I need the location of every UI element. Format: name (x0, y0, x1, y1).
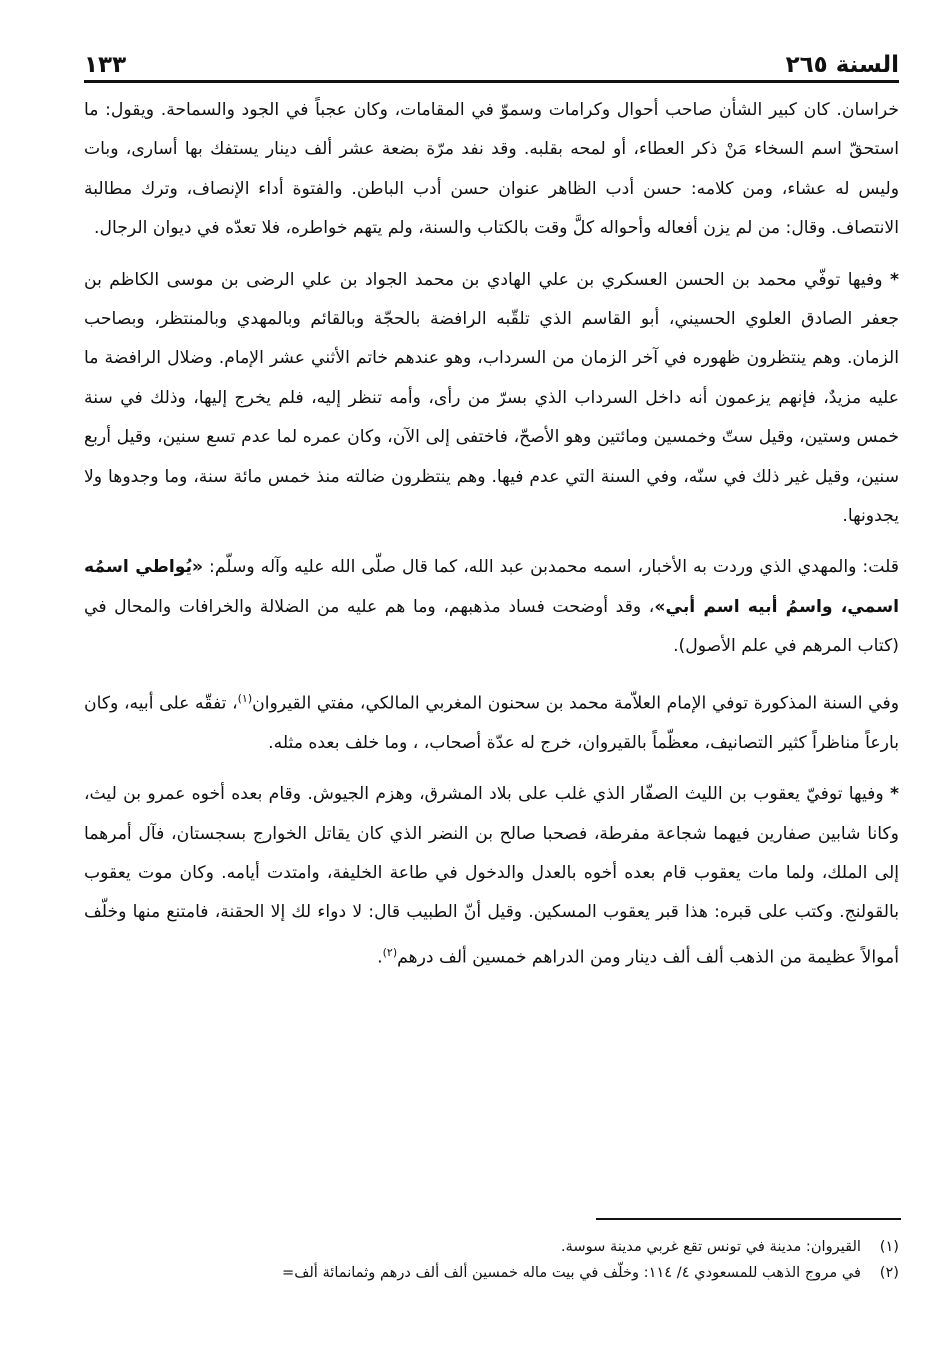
page-number: ١٣٣ (84, 52, 127, 78)
footnote-number: (٢) (879, 1264, 899, 1281)
paragraph-yaqub: * وفيها توفيّ يعقوب بن الليث الصفّار الذي غلب على بلاد المشرق، وهزم الجيوش. وقام بعده أخوه عمرو بن ليث، وكانا شابين صفارين فيهما شجاعة مفرطة، فصحبا صالح بن النضر الذي كان يقاتل الخوارج بسجستان، فآل أمرهما إلى الملك، ولما مات يعقوب قام بعده أخوه بالعدل والدخول في طاعة الخليفة، وامتدت أيامه. وكان موت يعقوب بالقولنج. وكتب على قبره: هذا قبر يعقوب المسكين. وقيل أنّ الطبيب قال: لا دواء لك إلا الحقنة، فامتنع منها وخلّف أموالاً عظيمة من الذهب ألف ألف دينار ومن الدراهم خمسين ألف درهم$^{(٢)}$. (84, 784, 899, 968)
star-marker: * (890, 269, 899, 290)
header-rule (84, 80, 899, 83)
footnote-rule (596, 1218, 901, 1220)
footnote-number: (١) (879, 1238, 899, 1255)
paragraph-mahdi-note: قلت: والمهدي الذي وردت به الأخبار، اسمه محمدبن عبد الله، كما قال صلّى الله عليه وآله وسلّم: «يُواطي اسمُه اسمي، واسمُ أبيه اسم أبي»، وقد أوضحت فساد مذهبهم، وما هم عليه من الضلالة والخرافات والمحال في (كتاب المرهم في علم الأصول). (84, 557, 899, 657)
footnote-ref-2: (٢) (382, 945, 398, 959)
page-header (84, 38, 899, 78)
star-marker: * (890, 784, 899, 805)
footnote-1 (84, 1234, 899, 1260)
footnote-text: القيروان: مدينة في تونس تقع غربي مدينة سوسة. (560, 1238, 861, 1255)
footnotes (84, 1234, 899, 1286)
hadith-quote: «يُواطي اسمُه اسمي، واسمُ أبيه اسم أبي» (84, 557, 899, 617)
footnote-text: في مروج الذهب للمسعودي ٤/ ١١٤: وخلّف في بيت ماله خمسين ألف ألف درهم وثمانمائة ألف= (282, 1264, 861, 1281)
footnote-ref-1: (١) (237, 691, 253, 705)
paragraph-mahdi-death: * وفيها توفّي محمد بن الحسن العسكري بن علي الهادي بن محمد الجواد بن علي الرضى بن موسى الكاظم بن جعفر الصادق العلوي الحسيني، أبو القاسم الذي تلقّبه الرافضة بالحجّة وبالقائم وبالمهدي وبالمنتظر، وبصاحب الزمان. وهم ينتظرون ظهوره في آخر الزمان من السرداب، وهو عندهم خاتم الأثني عشر الإمام. وضلال الرافضة ما عليه مزيدٌ، فإنهم يزعمون أنه داخل السرداب الذي بسرّ من رأى، وأمه تنظر إليه، فلم يخرج إليها، وذلك في سنة خمس وستين، وقيل ستّ وخمسين ومائتين وهو الأصحّ، فاختفى إلى الآن، وكان عمره لما عدم تسع سنين، وقيل أربع سنين، وقيل غير ذلك في سنّه، وفي السنة التي عدم فيها. وهم ينتظرون ضالته منذ خمس مائة سنة، وما وجدوها ولا يجدونها. (84, 269, 899, 527)
paragraph-sahnun: وفي السنة المذكورة توفي الإمام العلاّمة محمد بن سحنون المغربي المالكي، مفتي القيروان$^{(١)}$، تفقّه على أبيه، وكان بارعاً مناظراً كثير التصانيف، معظّماً بالقيروان، خرج له عدّة أصحاب، ، وما خلف بعده مثله. (84, 691, 899, 753)
running-title: السنة ٢٦٥ (785, 52, 899, 78)
main-text (84, 91, 899, 978)
footnote-2 (84, 1260, 899, 1286)
paragraph-khurasan: خراسان. كان كبير الشأن صاحب أحوال وكرامات وسموّ في المقامات، وكان عجباً في الجود والسماحة. ويقول: ما استحقّ اسم السخاء مَنْ ذكر العطاء، أو لمحه بقلبه. وقد نفد مرّة بضعة عشر ألف دينار يستفك بها أسارى، وبات وليس له عشاء، ومن كلامه: حسن أدب الظاهر عنوان حسن أدب الباطن. والفتوة أداء الإنصاف، وترك مطالبة الانتصاف. وقال: من لم يزن أفعاله وأحواله كلَّ وقت بالكتاب والسنة، ولم يتهم خواطره، فلا تعدّه في ديوان الرجال. (84, 100, 899, 239)
